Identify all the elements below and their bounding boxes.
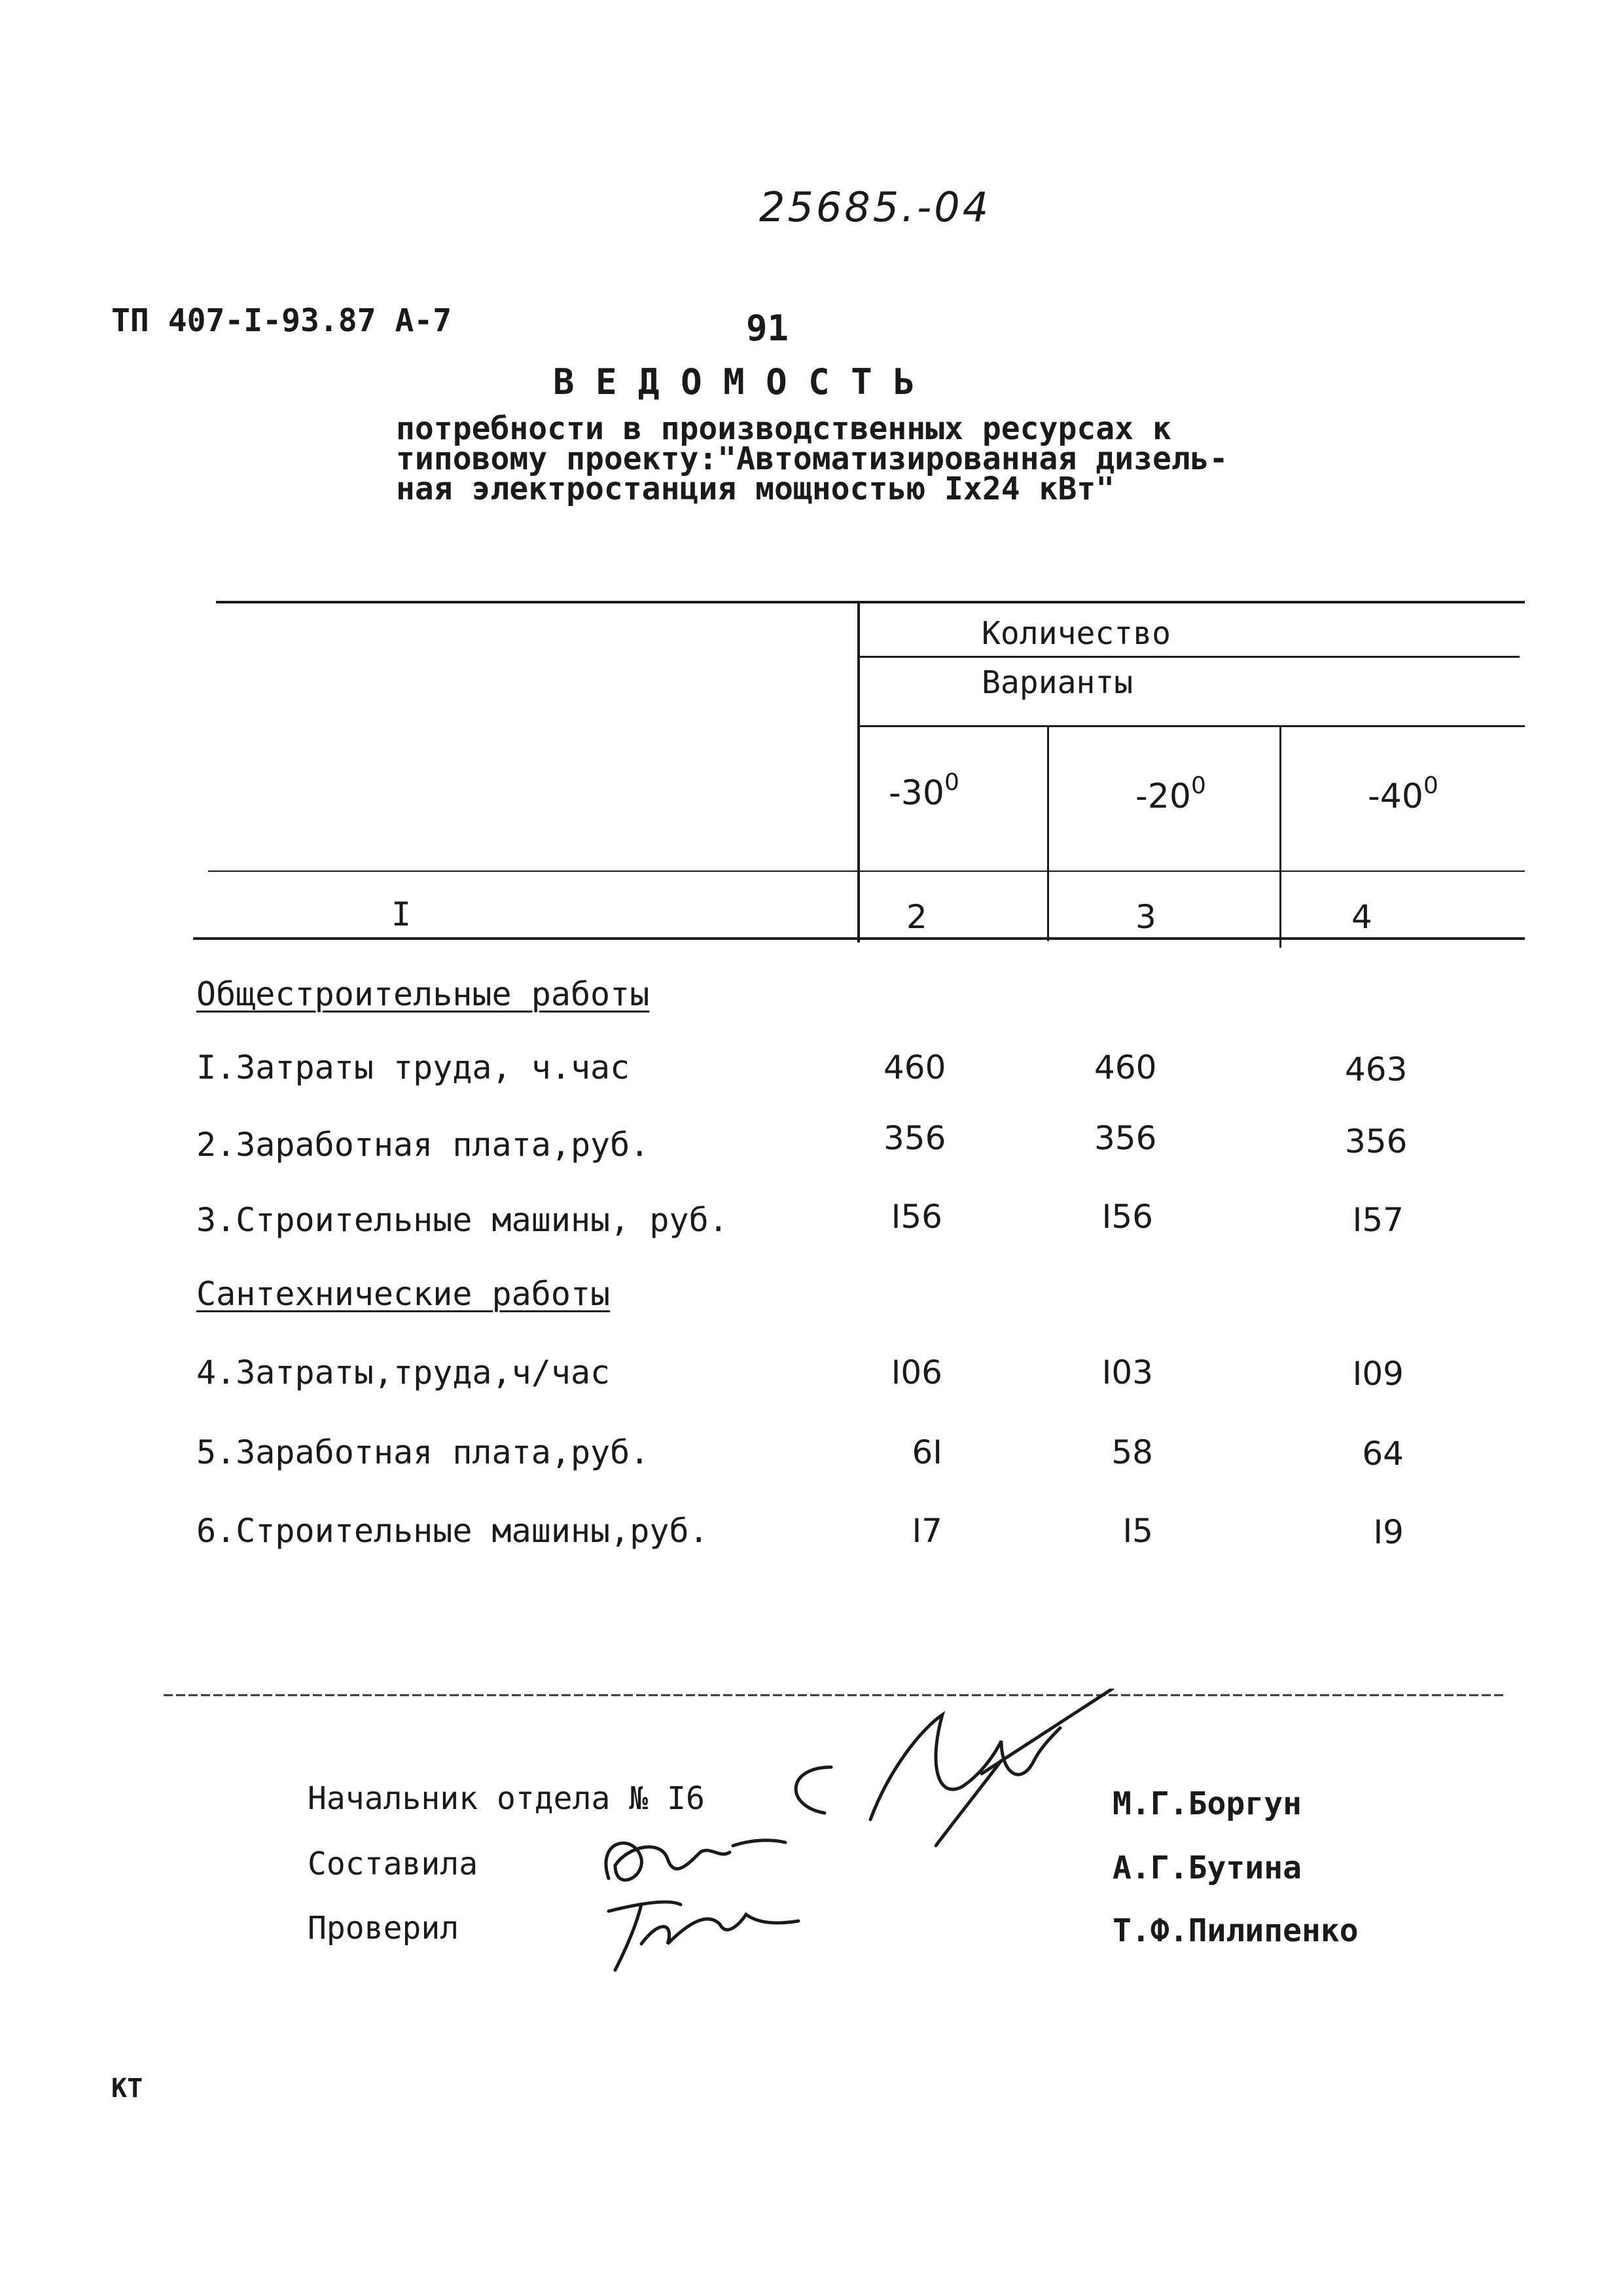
row-label: 4.Затраты,труда,ч/час [196, 1354, 611, 1391]
row-value: I7 [912, 1512, 942, 1550]
footer-mark: КТ [111, 2073, 143, 2104]
row-label: 5.Заработная плата,руб. [196, 1433, 650, 1471]
row-value: I09 [1352, 1355, 1404, 1393]
variant-header [1135, 772, 1206, 816]
variant-value: -40 [1368, 777, 1423, 816]
handwritten-signature [785, 1689, 1126, 1872]
signature-name: М.Г.Боргун [1113, 1785, 1302, 1822]
table-top-rule [216, 601, 1525, 603]
row-label: 6.Строительные машины,руб. [196, 1512, 709, 1550]
variant-value: -30 [889, 774, 944, 813]
row-label: I.Затраты труда, ч.час [196, 1049, 630, 1086]
column-number: I [391, 895, 412, 933]
degree-sign: 0 [944, 769, 959, 796]
signature-role: Начальник отдела № I6 [308, 1780, 705, 1817]
table-vertical-divider [1279, 725, 1281, 948]
variant-header [889, 769, 959, 813]
row-value: I56 [891, 1198, 942, 1236]
row-value: 6I [912, 1433, 942, 1471]
handwritten-document-number: 25685.-04 [759, 183, 991, 231]
variant-header [1368, 772, 1438, 816]
row-value: I9 [1373, 1513, 1404, 1551]
row-value: I56 [1101, 1198, 1153, 1236]
row-value: 356 [1094, 1119, 1157, 1157]
row-value: 460 [883, 1049, 946, 1086]
row-value: 356 [883, 1119, 946, 1157]
table-vertical-divider [857, 602, 860, 942]
signature-name: Т.Ф.Пилипенко [1113, 1912, 1359, 1949]
signature-role: Составила [308, 1846, 478, 1882]
header-mid-rule [208, 870, 1525, 872]
header-variants: Варианты [982, 664, 1133, 701]
row-label: 3.Строительные машины, руб. [196, 1201, 728, 1239]
row-value: 58 [1111, 1433, 1153, 1471]
subtitle-line: потребности в производственных ресурсах к [396, 410, 1171, 447]
column-number: 2 [906, 898, 927, 936]
page-number: 91 [746, 308, 789, 349]
variants-underline [859, 725, 1525, 727]
row-value: 64 [1362, 1435, 1404, 1473]
row-value: I06 [891, 1354, 942, 1391]
section-title: Общестроительные работы [196, 975, 650, 1013]
row-value: 463 [1345, 1050, 1408, 1088]
row-value: I5 [1122, 1512, 1153, 1550]
header-quantity: Количество [982, 615, 1171, 652]
row-value: I03 [1101, 1354, 1153, 1391]
degree-sign: 0 [1190, 772, 1206, 799]
page-title: В Е Д О М О С Т Ь [553, 361, 915, 403]
degree-sign: 0 [1423, 772, 1438, 799]
column-number: 4 [1351, 898, 1372, 936]
subtitle [396, 410, 1228, 507]
table-vertical-divider [1047, 725, 1049, 941]
handwritten-signature [596, 1885, 818, 1977]
row-value: 356 [1345, 1122, 1408, 1160]
header-bottom-rule [193, 937, 1525, 940]
signature-name: А.Г.Бутина [1113, 1850, 1302, 1886]
document-code: ТП 407-I-93.87 А-7 [111, 302, 452, 339]
row-label: 2.Заработная плата,руб. [196, 1126, 650, 1164]
quantity-underline [859, 656, 1520, 658]
row-value: 460 [1094, 1049, 1157, 1086]
column-number: 3 [1135, 898, 1156, 936]
row-value: I57 [1352, 1201, 1404, 1239]
variant-value: -20 [1135, 777, 1191, 816]
subtitle-line: типовому проекту:"Автоматизированная дизель- [396, 440, 1228, 477]
signature-role: Проверил [308, 1910, 459, 1946]
subtitle-line: ная электростанция мощностью Iх24 кВт" [396, 471, 1115, 507]
section-title: Сантехнические работы [196, 1275, 611, 1313]
